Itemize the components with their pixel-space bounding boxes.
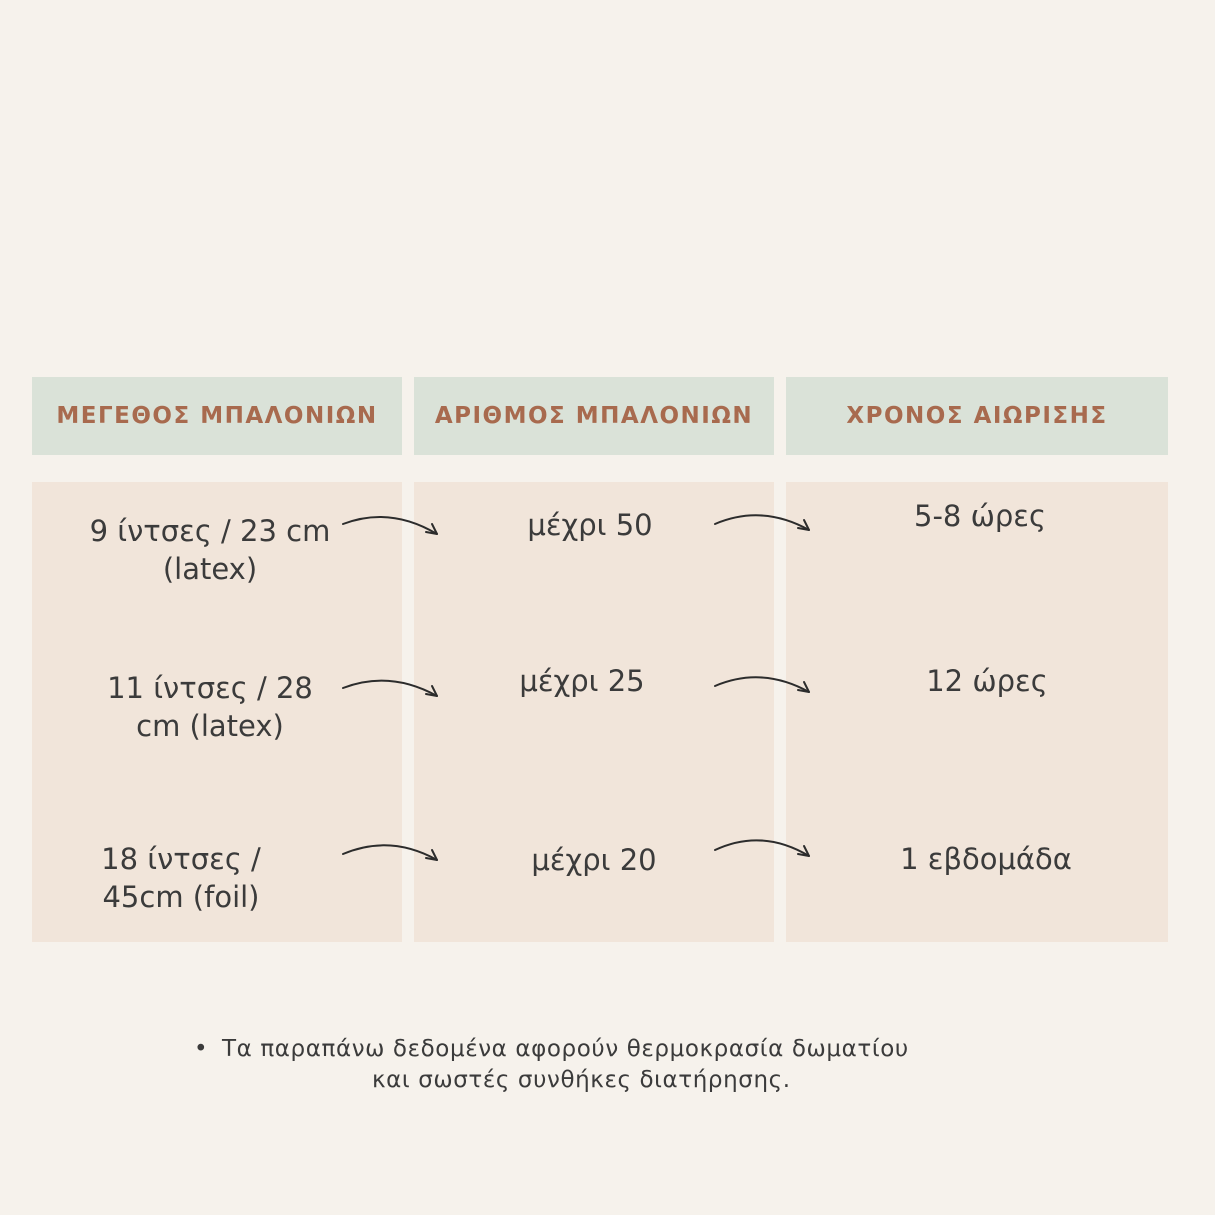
header-size	[32, 377, 402, 455]
curved-arrow-icon	[712, 834, 812, 868]
header-count	[414, 377, 774, 455]
row2-size: 11 ίντσες / 28 cm (latex)	[107, 671, 313, 743]
curved-arrow-icon	[712, 670, 812, 704]
row1-count: μέχρι 50	[527, 508, 653, 542]
footnote-line2: και σωστές συνθήκες διατήρησης.	[372, 1067, 791, 1093]
footnote-line1: Τα παραπάνω δεδομένα αφορούν θερμοκρασία δωματίου	[222, 1036, 909, 1062]
row2-duration: 12 ώρες	[926, 664, 1048, 698]
row1-size: 9 ίντσες / 23 cm (latex)	[89, 514, 331, 586]
curved-arrow-icon	[340, 674, 440, 708]
header-duration	[786, 377, 1168, 455]
row3-count: μέχρι 20	[531, 843, 657, 877]
header-count-label: ΑΡΙΘΜΟΣ ΜΠΑΛΟΝΙΩΝ	[434, 403, 754, 429]
curved-arrow-icon	[340, 838, 440, 872]
curved-arrow-icon	[712, 508, 812, 542]
row1-duration: 5-8 ώρες	[914, 499, 1046, 533]
curved-arrow-icon	[340, 512, 440, 546]
bullet-icon: •	[194, 1036, 209, 1062]
header-size-label: ΜΕΓΕΘΟΣ ΜΠΑΛΟΝΙΩΝ	[56, 403, 378, 429]
row3-duration: 1 εβδομάδα	[900, 842, 1072, 876]
row2-count: μέχρι 25	[519, 664, 645, 698]
header-duration-label: ΧΡΟΝΟΣ ΑΙΩΡΙΣΗΣ	[846, 403, 1108, 429]
row3-size: 18 ίντσες / 45cm (foil)	[101, 842, 261, 914]
